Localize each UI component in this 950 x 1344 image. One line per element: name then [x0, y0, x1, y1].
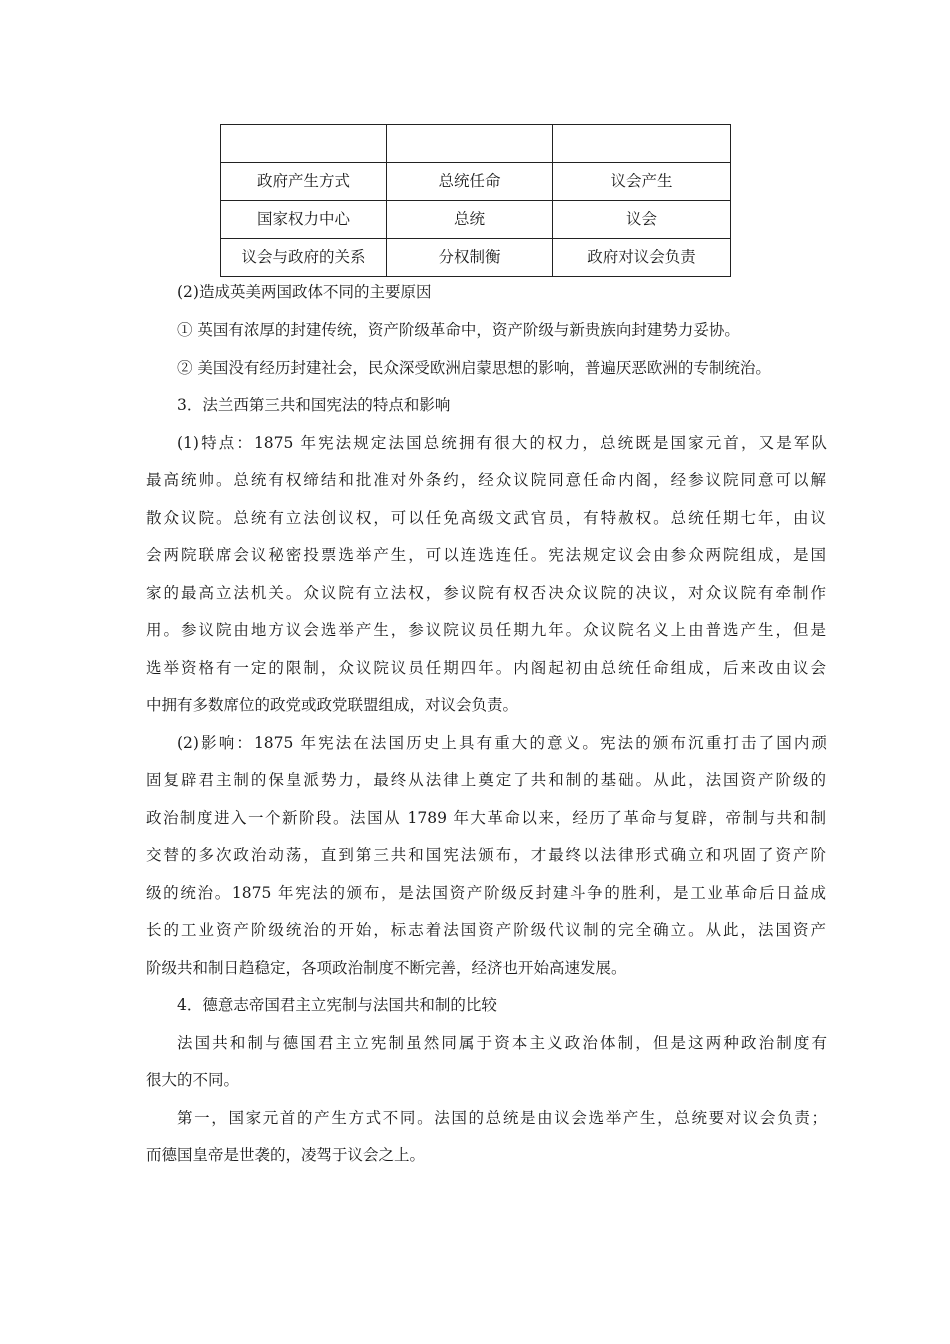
paragraph-line: 家的最高立法机关。众议院有立法权，参议院有权否决众议院的决议，对众议院有牵制作	[146, 584, 826, 602]
paragraph-line: 散众议院。总统有立法创议权，可以任免高级文武官员，有特赦权。总统任期七年，由议	[146, 509, 826, 527]
paragraph-line: 而德国皇帝是世袭的，凌驾于议会之上。	[146, 1146, 426, 1164]
paragraph-line: 最高统帅。总统有权缔结和批准对外条约，经众议院同意任命内阁，经参议院同意可以解	[146, 471, 826, 489]
table-cell: 国家权力中心	[221, 201, 387, 239]
section-heading: 3．法兰西第三共和国宪法的特点和影响	[177, 396, 451, 414]
table-cell: 分权制衡	[387, 239, 553, 277]
table-row	[221, 239, 731, 277]
paragraph-line: 会两院联席会议秘密投票选举产生，可以连选连任。宪法规定议会由参众两院组成，是国	[146, 546, 826, 564]
list-item: ② 美国没有经历封建社会，民众深受欧洲启蒙思想的影响，普遍厌恶欧洲的专制统治。	[177, 359, 771, 377]
paragraph-line: 中拥有多数席位的政党或政党联盟组成，对议会负责。	[146, 696, 519, 714]
paragraph-line: 选举资格有一定的限制，众议院议员任期四年。内阁起初由总统任命组成，后来改由议会	[146, 659, 826, 677]
paragraph-line: 法国共和制与德国君主立宪制虽然同属于资本主义政治体制，但是这两种政治制度有	[177, 1034, 827, 1052]
table-cell: 议会	[553, 201, 731, 239]
paragraph-line: 很大的不同。	[146, 1071, 240, 1089]
table-cell: 总统	[387, 201, 553, 239]
table-row	[221, 201, 731, 239]
paragraph-line: 长的工业资产阶级统治的开始，标志着法国资产阶级代议制的完全确立。从此，法国资产	[146, 921, 826, 939]
paragraph-line: 用。参议院由地方议会选举产生，参议院议员任期九年。众议院名义上由普选产生，但是	[146, 621, 826, 639]
table-cell: 议会产生	[553, 163, 731, 201]
table-header-row	[221, 125, 731, 163]
table-header-cell	[553, 125, 731, 163]
paragraph-line: 交替的多次政治动荡，直到第三共和国宪法颁布，才最终以法律形式确立和巩固了资产阶	[146, 846, 826, 864]
paragraph-line: 政治制度进入一个新阶段。法国从 1789 年大革命以来，经历了革命与复辟，帝制与共和制	[146, 809, 826, 827]
paragraph-line: 第一，国家元首的产生方式不同。法国的总统是由议会选举产生，总统要对议会负责；	[177, 1109, 827, 1127]
table-row	[221, 163, 731, 201]
paragraph-line: (1)特点：1875 年宪法规定法国总统拥有很大的权力，总统既是国家元首，又是军队	[177, 434, 827, 452]
table-header-cell	[221, 125, 387, 163]
subheading: (2)造成英美两国政体不同的主要原因	[177, 283, 432, 301]
paragraph-line: 级的统治。1875 年宪法的颁布，是法国资产阶级反封建斗争的胜利，是工业革命后日益成	[146, 884, 826, 902]
comparison-table	[220, 124, 731, 277]
table-header-cell	[387, 125, 553, 163]
table-cell: 总统任命	[387, 163, 553, 201]
paragraph-line: 阶级共和制日趋稳定，各项政治制度不断完善，经济也开始高速发展。	[146, 959, 627, 977]
paragraph-line: (2)影响：1875 年宪法在法国历史上具有重大的意义。宪法的颁布沉重打击了国内顽	[177, 734, 827, 752]
paragraph-line: 固复辟君主制的保皇派势力，最终从法律上奠定了共和制的基础。从此，法国资产阶级的	[146, 771, 826, 789]
table-cell: 政府产生方式	[221, 163, 387, 201]
list-item: ① 英国有浓厚的封建传统，资产阶级革命中，资产阶级与新贵族向封建势力妥协。	[177, 321, 740, 339]
table-cell: 政府对议会负责	[553, 239, 731, 277]
table-cell: 议会与政府的关系	[221, 239, 387, 277]
section-heading: 4．德意志帝国君主立宪制与法国共和制的比较	[177, 996, 497, 1014]
